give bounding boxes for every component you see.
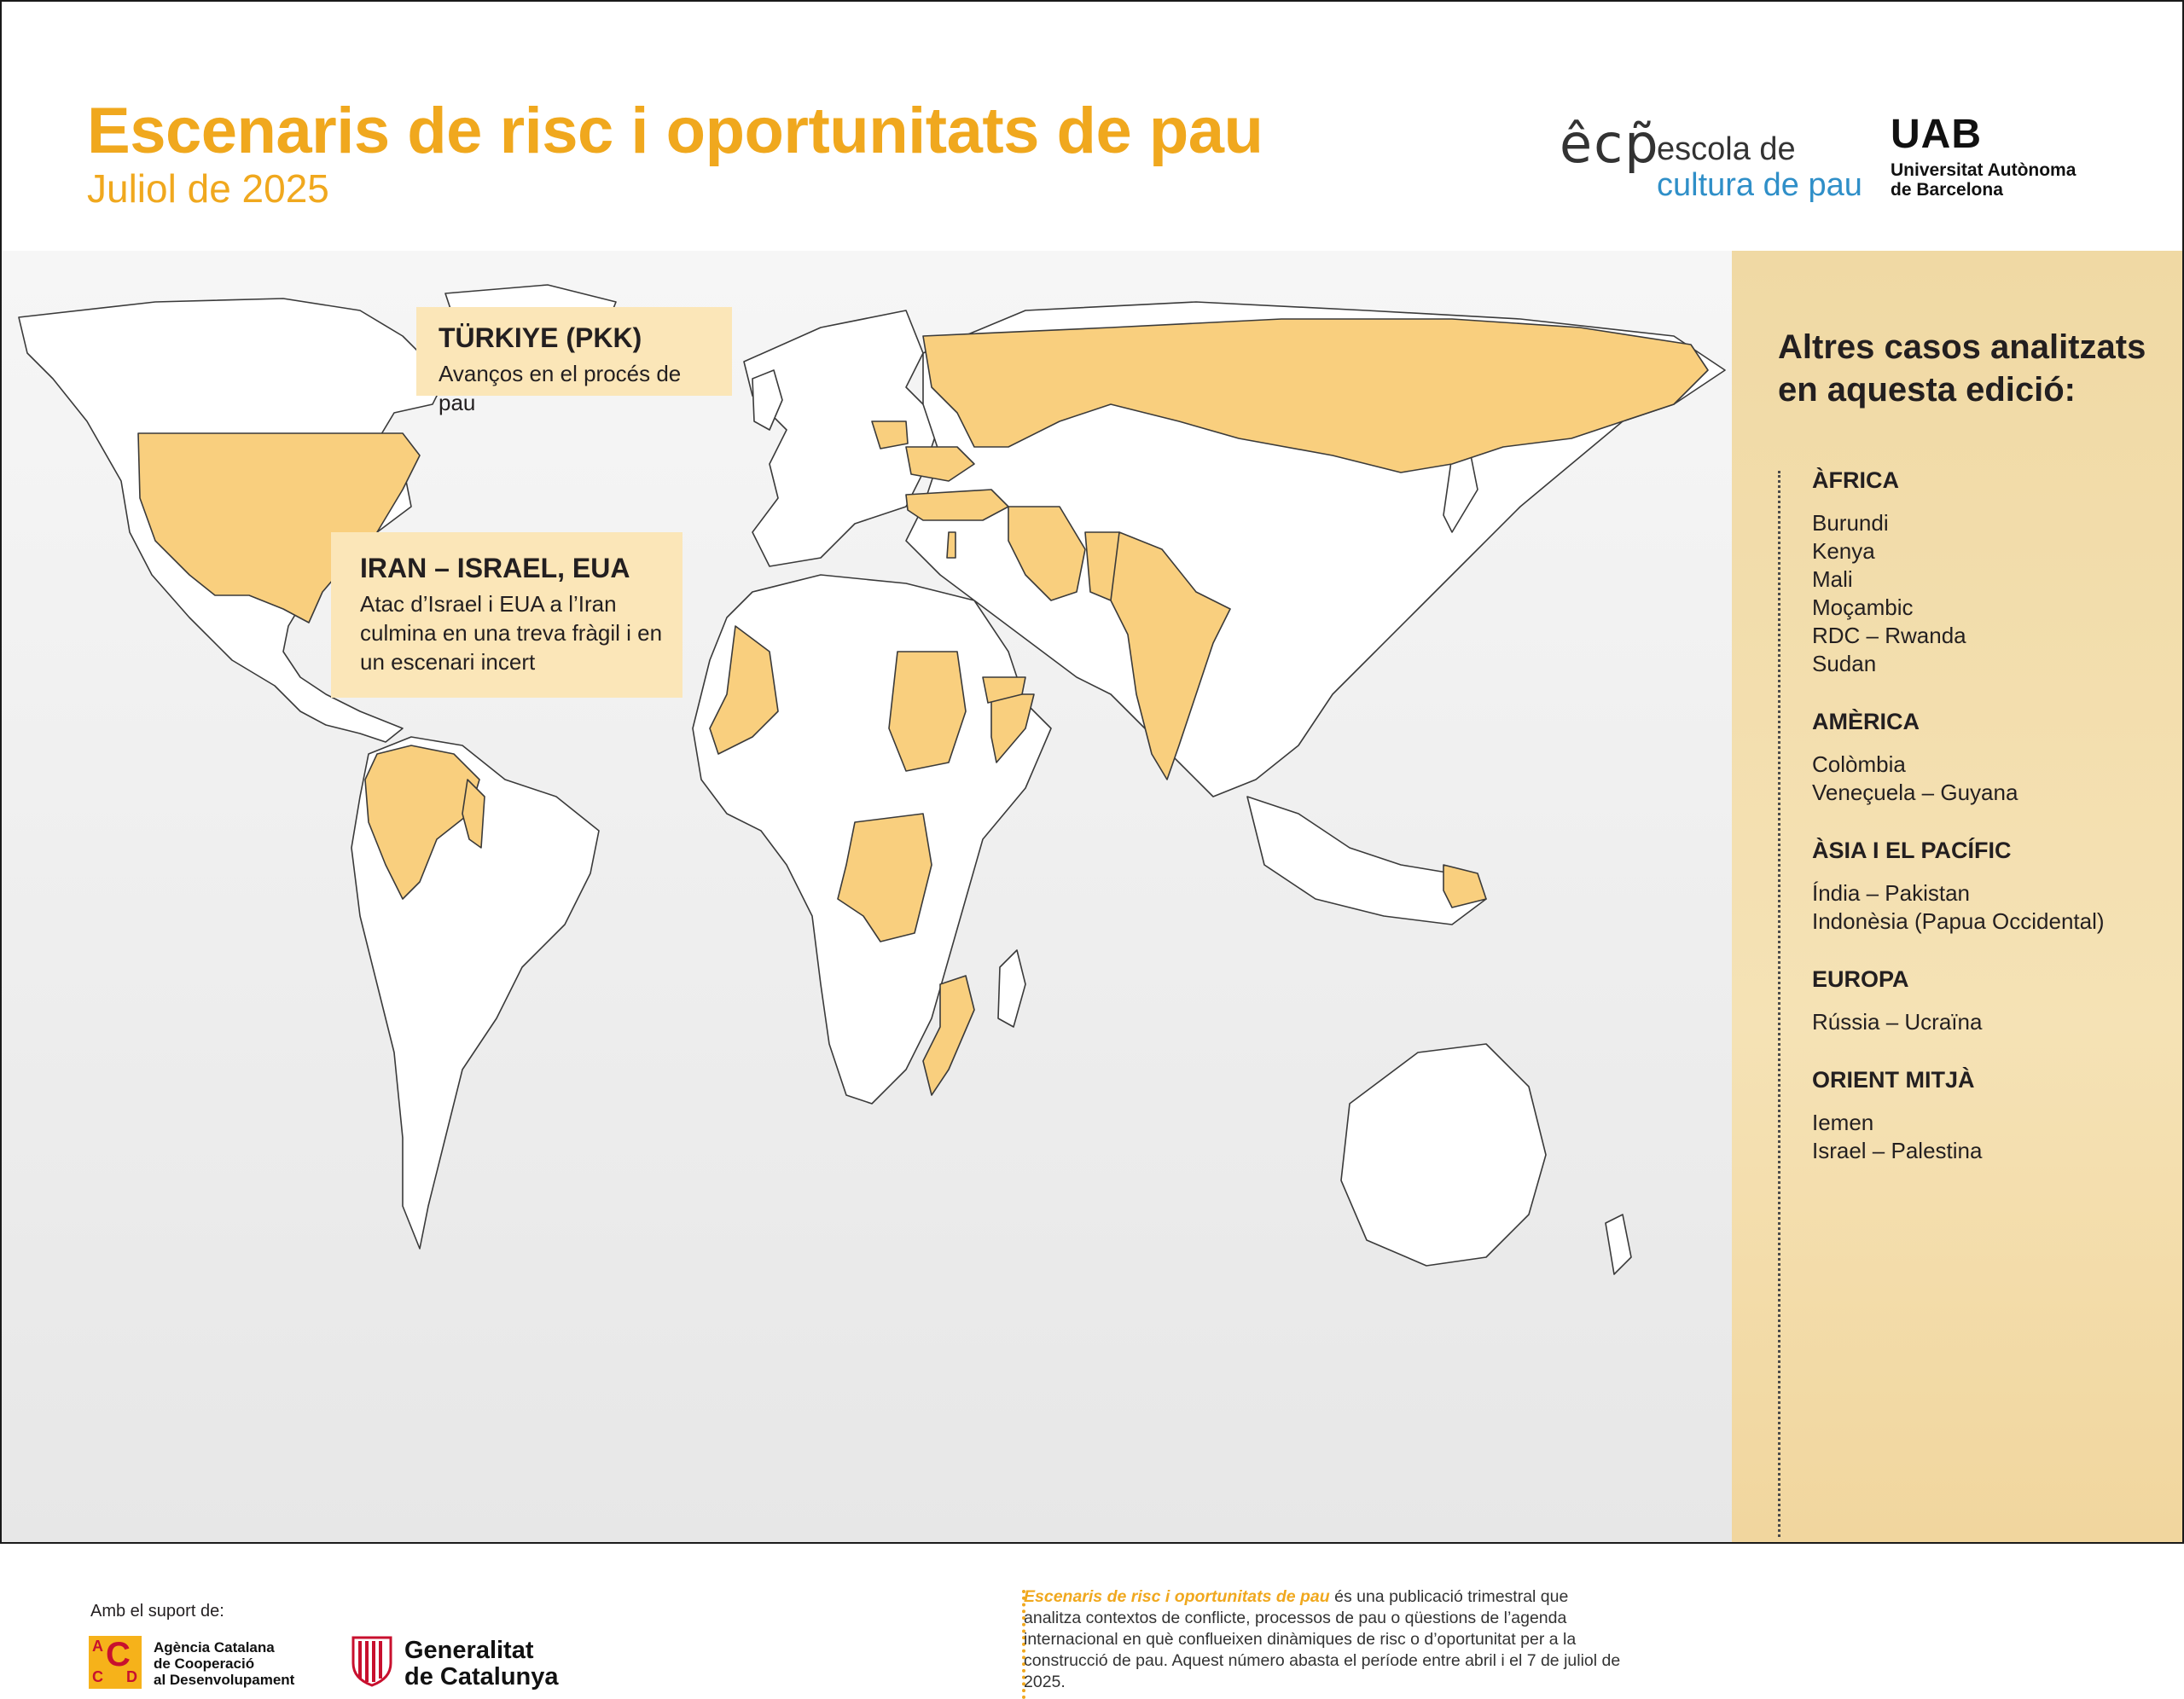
case-item: RDC – Rwanda (1812, 623, 1966, 648)
case-item: Veneçuela – Guyana (1812, 780, 2018, 805)
uab-logo-name: Universitat Autònoma de Barcelona (1891, 160, 2077, 200)
case-item: Rússia – Ucraïna (1812, 1009, 1983, 1035)
region-africa (1812, 467, 2170, 678)
header (2, 2, 2182, 251)
footnote-text: és una publicació trimestral que analitza contextos de conflicte, processos de pau o qüestions de l’agenda internacional en què conflueixen dinàmiques de risc o d’oportunitat per a la construcció de pau. Aquest número abasta el període entre abril i el 7 de juliol de 2025. (1024, 1587, 1621, 1691)
region-name: AMÈRICA (1812, 709, 1920, 734)
world-map (2, 251, 1732, 1542)
acd-logo (89, 1632, 345, 1692)
page-subtitle: Juliol de 2025 (87, 166, 329, 211)
acd-name (154, 1639, 294, 1688)
region-europe (1812, 966, 2170, 1036)
support-label: Amb el suport de: (90, 1602, 224, 1621)
ecp-logo-line2: cultura de pau (1657, 167, 1862, 203)
callout-turkiye-description: Avanços en el procés de pau (439, 361, 682, 415)
acd-letter-a: A (92, 1638, 103, 1655)
sidebar-title: Altres casos analitzats en aquesta edició: (1778, 328, 2146, 409)
world-map-area (2, 251, 1732, 1691)
callout-iran-israel (331, 532, 682, 698)
highlight-papua (1443, 865, 1486, 907)
sidebar (1732, 251, 2182, 1542)
uab-logo-mark: UAB (1891, 112, 1982, 157)
callout-iran-israel-description: Atac d’Israel i EUA a l’Iran culmina en una treva fràgil i en un escenari incert (360, 591, 663, 675)
region-name: EUROPA (1812, 966, 1909, 992)
highlight-israel-palestine (947, 532, 956, 558)
region-name: ORIENT MITJÀ (1812, 1067, 1975, 1093)
ecp-logo-mark: êcp̃ (1560, 113, 1660, 175)
case-item: Colòmbia (1812, 751, 1906, 777)
acd-logo-square (89, 1636, 142, 1689)
footnote-publication: Escenaris de risc i oportunitats de pau (1024, 1587, 1330, 1606)
generalitat-name (404, 1638, 559, 1690)
acd-letter-d: D (126, 1668, 137, 1685)
region-name: ÀFRICA (1812, 467, 1899, 493)
region-name: ÀSIA I EL PACÍFIC (1812, 838, 2012, 863)
page-title: Escenaris de risc i oportunitats de pau (87, 95, 1263, 167)
land-madagascar (998, 950, 1025, 1027)
callout-iran-israel-title: IRAN – ISRAEL, EUA (360, 553, 630, 583)
case-item: Índia – Pakistan (1812, 880, 1971, 906)
case-item: Burundi (1812, 510, 1889, 536)
acd-name-line2: de Cooperació (154, 1656, 255, 1672)
case-item: Israel – Palestina (1812, 1138, 1983, 1163)
generalitat-logo (350, 1632, 572, 1692)
callout-turkiye-title: TÜRKIYE (PKK) (439, 322, 642, 353)
uab-logo (1891, 114, 2104, 208)
generalitat-name-line1: Generalitat (404, 1637, 534, 1664)
sidebar-case-list (1812, 467, 2170, 1196)
case-item: Mali (1812, 566, 1853, 592)
acd-letter-c-small: C (92, 1668, 103, 1685)
footnote (1024, 1586, 1629, 1693)
acd-name-line1: Agència Catalana (154, 1639, 275, 1656)
region-america (1812, 709, 2170, 807)
land-australia (1341, 1044, 1546, 1266)
acd-letter-c-large: C (106, 1636, 131, 1673)
case-item: Kenya (1812, 538, 1875, 564)
generalitat-name-line2: de Catalunya (404, 1663, 559, 1690)
acd-name-line3: al Desenvolupament (154, 1672, 295, 1688)
case-item: Iemen (1812, 1110, 1874, 1135)
sidebar-rule (1778, 471, 1780, 1537)
case-item: Moçambic (1812, 594, 1914, 620)
land-new-zealand (1606, 1215, 1631, 1274)
land-europe (744, 310, 940, 566)
ecp-logo-line1: escola de (1657, 131, 1796, 167)
region-asia-pacific (1812, 838, 2170, 936)
case-item: Indonèsia (Papua Occidental) (1812, 908, 2105, 934)
callout-turkiye (416, 307, 732, 415)
region-middle-east (1812, 1067, 2170, 1165)
ecp-logo (1560, 113, 1875, 206)
generalitat-emblem-icon (350, 1634, 394, 1687)
case-item: Sudan (1812, 651, 1877, 676)
